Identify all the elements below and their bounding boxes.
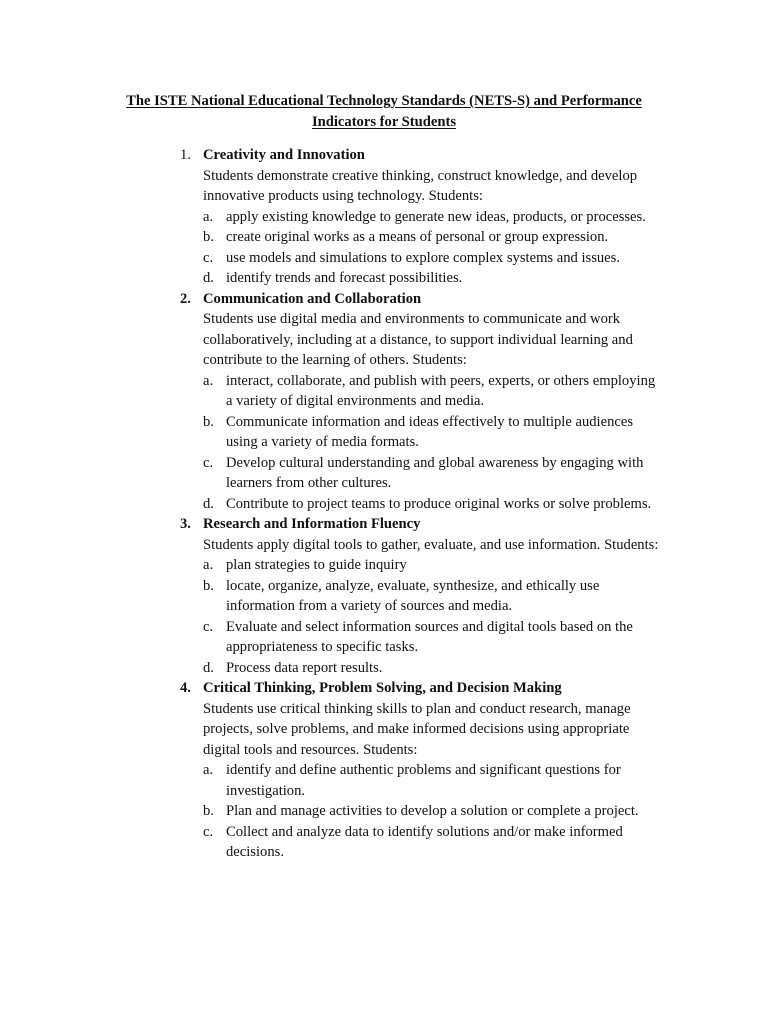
- indicator-text: plan strategies to guide inquiry: [226, 557, 407, 573]
- indicator-list: [0, 371, 768, 515]
- section-number: 4.: [180, 680, 191, 696]
- indicator-item: [0, 494, 768, 515]
- indicator-letter: b.: [203, 413, 214, 430]
- standard-section: [0, 289, 768, 515]
- indicator-text: interact, collaborate, and publish with peers, experts, or others employing a variety of digital environments and media.: [226, 372, 656, 409]
- indicator-letter: b.: [203, 577, 214, 594]
- indicator-item: [0, 617, 768, 658]
- indicator-text: Communicate information and ideas effectively to multiple audiences using a variety of media formats.: [226, 413, 634, 450]
- section-heading: Communication and Collaboration: [203, 290, 422, 307]
- indicator-item: [0, 227, 768, 248]
- indicator-list: [0, 207, 768, 289]
- indicator-text: identify and define authentic problems and significant questions for investigation.: [226, 762, 621, 799]
- indicator-text: use models and simulations to explore complex systems and issues.: [226, 249, 620, 266]
- indicator-letter: c.: [203, 249, 214, 266]
- indicator-item: [0, 268, 768, 289]
- indicator-letter: a.: [203, 372, 214, 389]
- indicator-item: [0, 453, 768, 494]
- standard-section: [0, 514, 768, 678]
- indicator-text: Collect and analyze data to identify solutions and/or make informed decisions.: [226, 823, 623, 860]
- indicator-item: [0, 248, 768, 269]
- section-intro: Students demonstrate creative thinking, construct knowledge, and develop innovative products using technology. Students:: [203, 167, 638, 204]
- standard-section: [0, 678, 768, 863]
- indicator-list: [0, 555, 768, 678]
- indicator-item: [0, 412, 768, 453]
- section-intro: Students use digital media and environments to communicate and work collaboratively, including at a distance, to support individual learning and contribute to the learning of others. Students:: [203, 311, 633, 368]
- indicator-item: [0, 576, 768, 617]
- section-heading: Critical Thinking, Problem Solving, and Decision Making: [203, 680, 562, 696]
- section-heading: Research and Information Fluency: [203, 516, 421, 532]
- indicator-letter: b.: [203, 803, 214, 819]
- indicator-list: [0, 760, 768, 863]
- indicator-item: [0, 760, 768, 801]
- indicator-item: [0, 555, 768, 576]
- section-intro: Students use critical thinking skills to plan and conduct research, manage projects, solve problems, and make informed decisions using appropriate digital tools and resources. Students:: [203, 700, 631, 758]
- indicator-item: [0, 207, 768, 228]
- indicator-text: Contribute to project teams to produce original works or solve problems.: [226, 495, 652, 512]
- standards-list: [0, 145, 768, 863]
- indicator-item: [0, 658, 768, 679]
- section-intro: Students apply digital tools to gather, evaluate, and use information. Students:: [203, 536, 659, 553]
- section-number: 1.: [180, 147, 191, 163]
- indicator-text: Develop cultural understanding and global awareness by engaging with learners from other cultures.: [226, 454, 644, 491]
- indicator-letter: c.: [203, 618, 214, 635]
- indicator-text: Process data report results.: [226, 659, 383, 676]
- indicator-item: [0, 801, 768, 822]
- indicator-letter: d.: [203, 495, 214, 512]
- standard-section: [0, 145, 768, 289]
- indicator-item: [0, 822, 768, 863]
- indicator-text: Plan and manage activities to develop a solution or complete a project.: [226, 803, 639, 819]
- document-title: The ISTE National Educational Technology Standards (NETS-S) and Performance Indicators for Students: [126, 93, 642, 130]
- indicator-text: apply existing knowledge to generate new ideas, products, or processes.: [226, 208, 646, 225]
- indicator-letter: c.: [203, 823, 214, 840]
- indicator-text: locate, organize, analyze, evaluate, synthesize, and ethically use information from a variety of sources and media.: [226, 577, 600, 614]
- indicator-letter: d.: [203, 659, 214, 676]
- indicator-letter: b.: [203, 229, 214, 245]
- indicator-text: create original works as a means of personal or group expression.: [226, 229, 609, 245]
- indicator-letter: a.: [203, 762, 214, 778]
- indicator-letter: d.: [203, 270, 214, 286]
- indicator-letter: a.: [203, 557, 214, 573]
- indicator-letter: a.: [203, 208, 214, 225]
- indicator-text: Evaluate and select information sources and digital tools based on the appropriateness to specific tasks.: [226, 618, 633, 655]
- indicator-item: [0, 371, 768, 412]
- section-heading: Creativity and Innovation: [203, 147, 365, 163]
- section-number: 2.: [180, 290, 191, 307]
- indicator-letter: c.: [203, 454, 214, 471]
- indicator-text: identify trends and forecast possibilities.: [226, 270, 463, 286]
- section-number: 3.: [180, 516, 191, 532]
